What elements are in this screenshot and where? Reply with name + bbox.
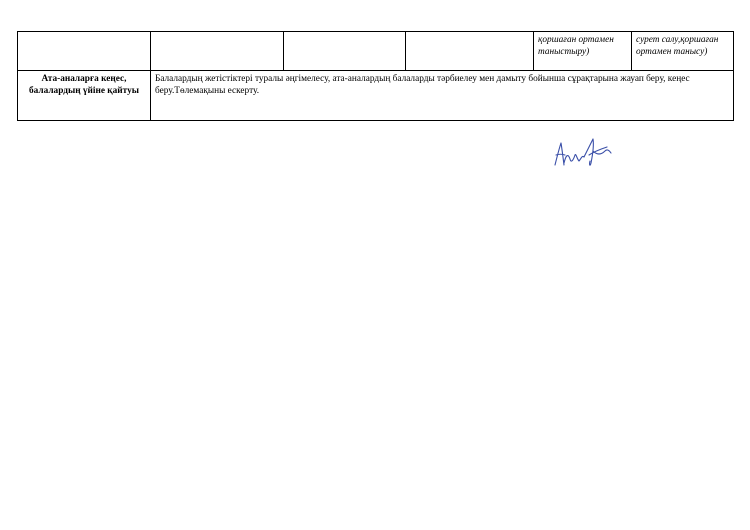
table-row (18, 71, 734, 121)
schedule-table (17, 31, 734, 121)
table-cell-empty (406, 32, 534, 71)
row-content: Балалардың жетістіктері туралы әңгімелесу, ата-аналардың балаларды тәрбиелеу мен дамыту бойынша сұрақтарына жауап беру, кеңес беру.Төлемақыны ескерту. (151, 71, 734, 121)
table-cell-activity: қоршаған ортамен таныстыру) (534, 32, 632, 71)
table-cell-activity: сурет салу,қоршаған ортамен танысу) (632, 32, 734, 71)
table-cell-empty (18, 32, 151, 71)
table-cell-empty (284, 32, 406, 71)
signature-icon (549, 133, 615, 173)
row-heading: Ата-аналарға кеңес, балалардың үйіне қайтуы (18, 71, 151, 121)
table-cell-empty (151, 32, 284, 71)
table-row (18, 32, 734, 71)
